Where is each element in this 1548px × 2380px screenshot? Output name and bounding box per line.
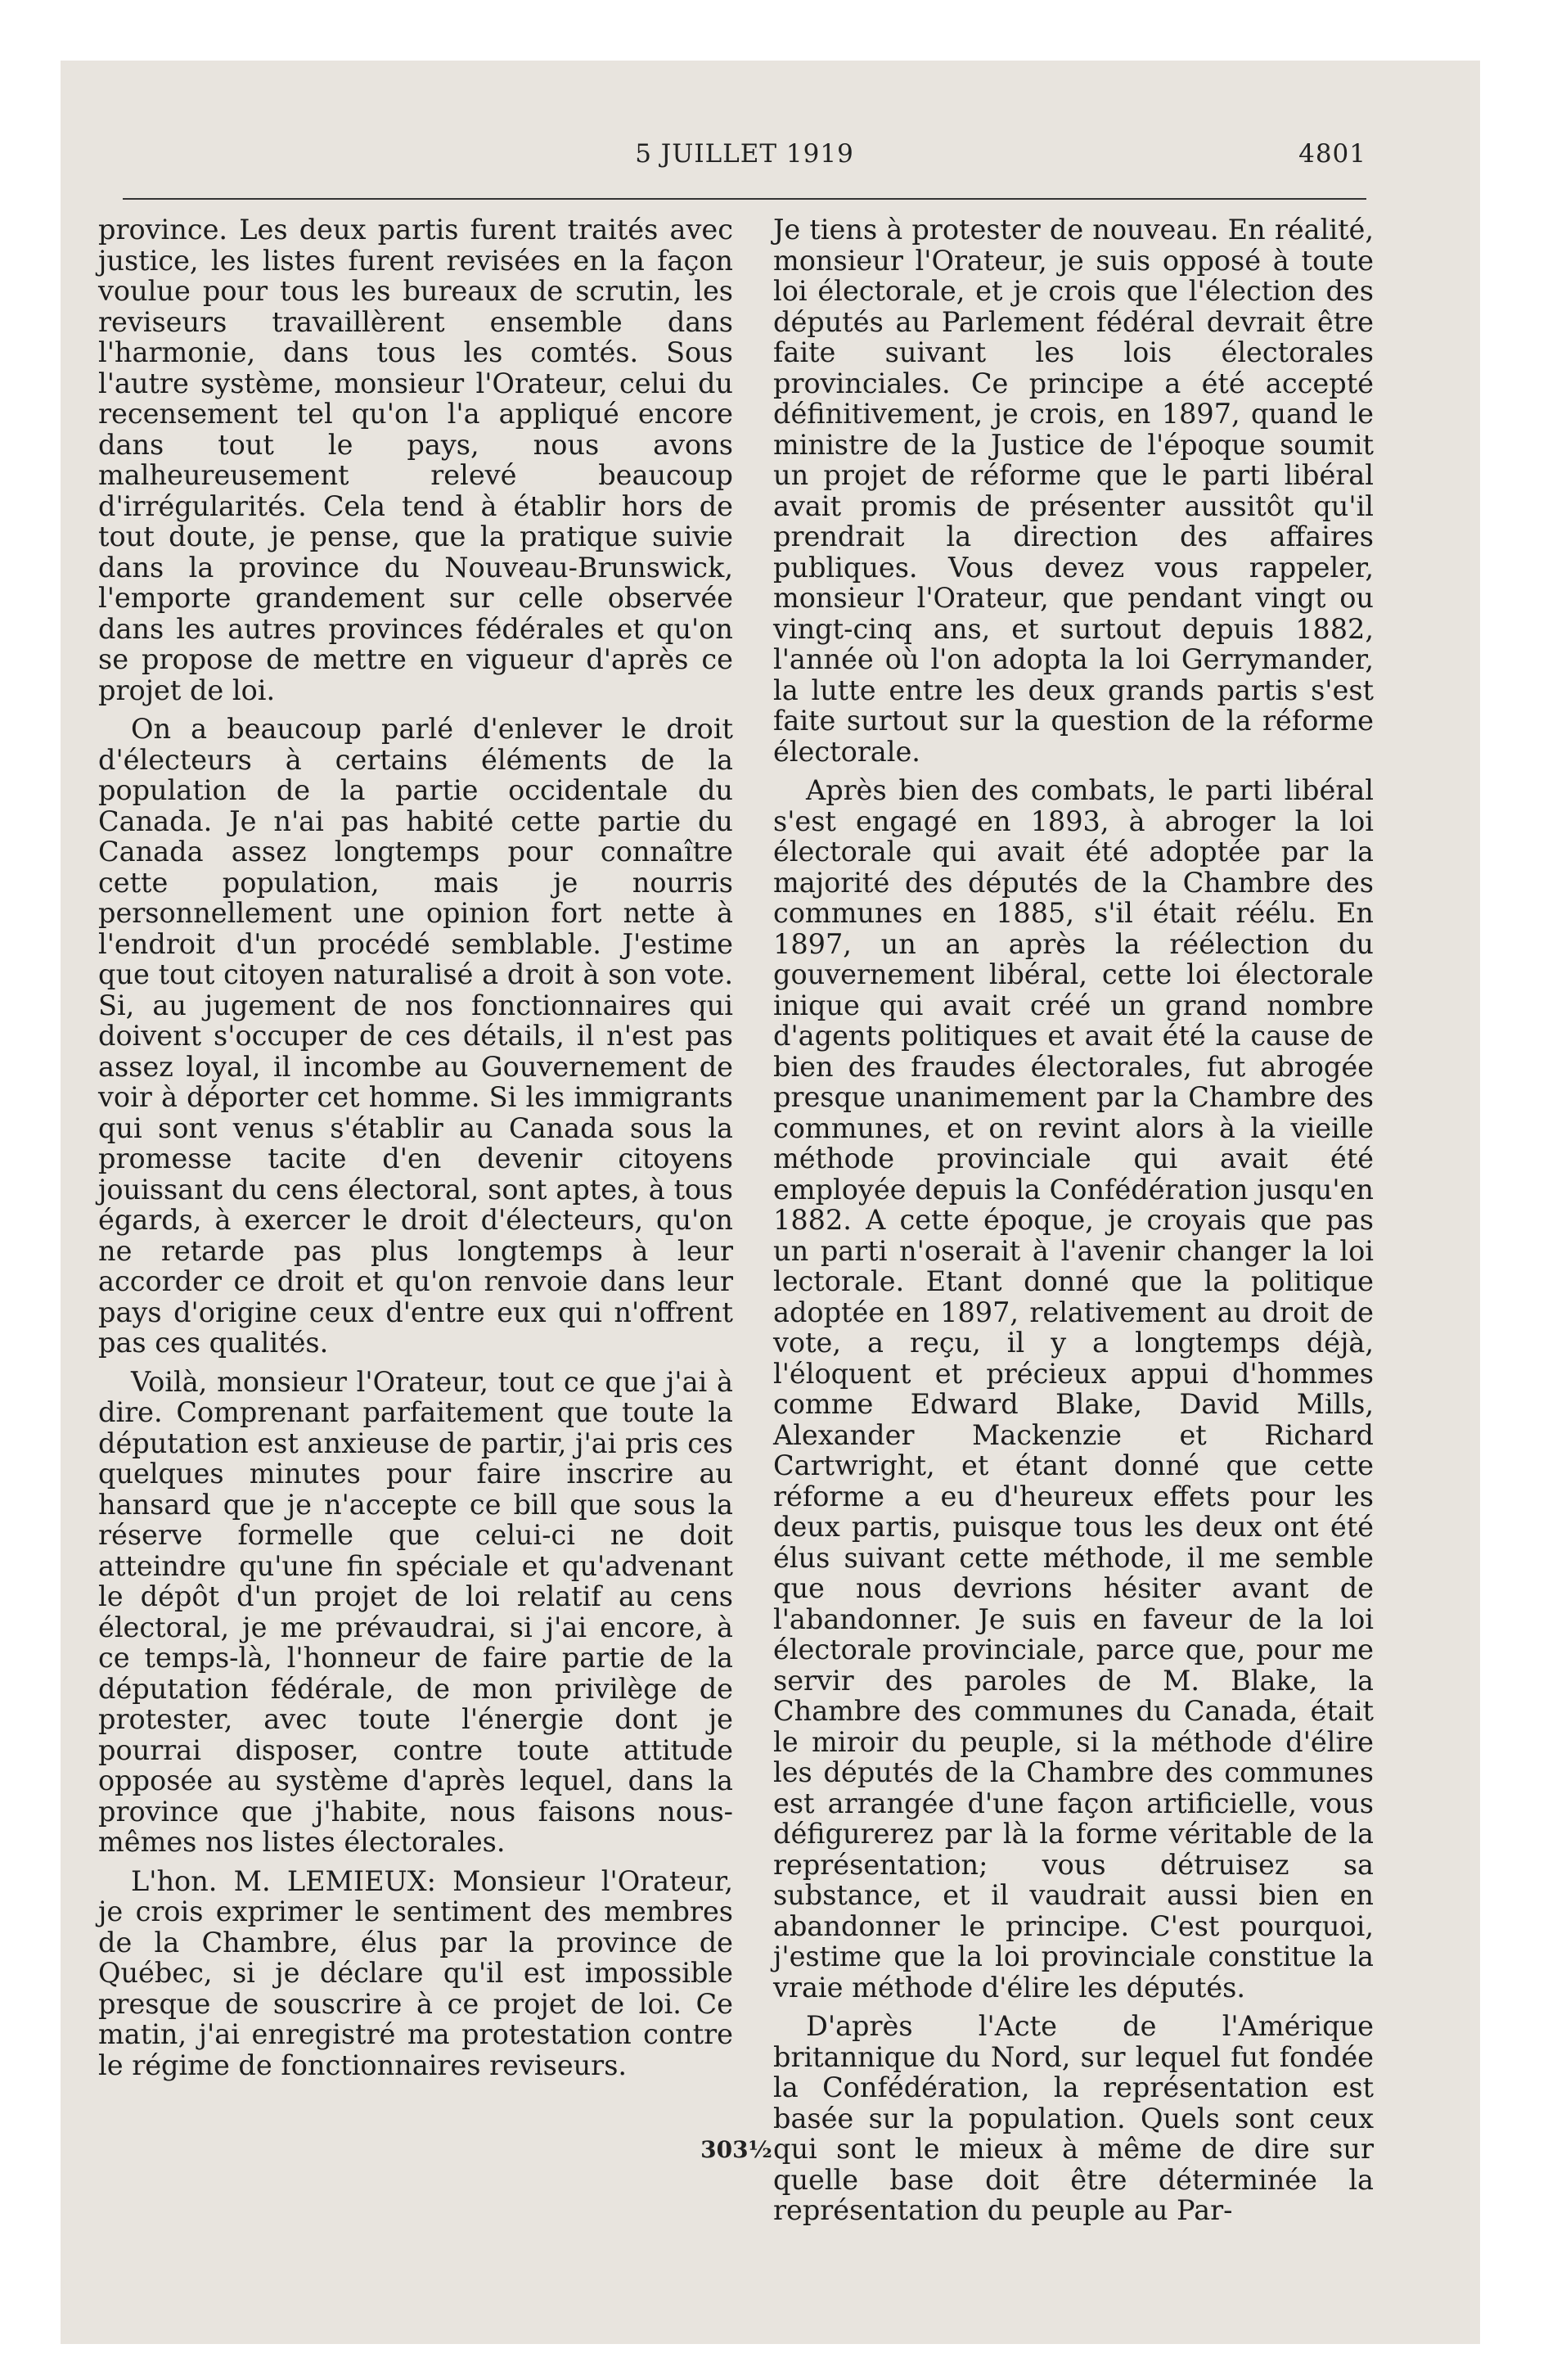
paragraph: Je tiens à protester de nouveau. En réalité, monsieur l'Orateur, je suis opposé à toute loi électorale, et je crois que l'élection des députés au Parlement fédéral devrait être faite suivant les lois électorales provinciales. Ce principe a été accepté définitivement, je crois, en 1897, quand le ministre de la Justice de l'époque soumit un projet de réforme que le parti libéral avait promis de présenter aussitôt qu'il prendrait la direction des affaires publiques. Vous devez vous rappeler, monsieur l'Orateur, que pendant vingt ou vingt-cinq ans, et surtout depuis 1882, l'année où l'on adopta la loi Gerrymander, la lutte entre les deux grands partis s'est faite surtout sur la question de la réforme électorale. (773, 214, 1374, 768)
right-column (773, 214, 1374, 2234)
paragraph: province. Les deux partis furent traités avec justice, les listes furent revisées en la façon voulue pour tous les bureaux de scrutin, les reviseurs travaillèrent ensemble dans l'harmonie, dans tous les comtés. Sous l'autre système, monsieur l'Orateur, celui du recensement tel qu'on l'a appliqué encore dans tout le pays, nous avons malheureusement relevé beaucoup d'irrégularités. Cela tend à établir hors de tout doute, je pense, que la pratique suivie dans la province du Nouveau-Brunswick, l'emporte grandement sur celle observée dans les autres provinces fédérales et qu'on se propose de mettre en vigueur d'après ce projet de loi. (98, 214, 733, 706)
paragraph: D'après l'Acte de l'Amérique britannique du Nord, sur lequel fut fondée la Confédération, la représentation est basée sur la population. Quels sont ceux qui sont le mieux à même de dire sur quelle base doit être déterminée la représentation du peuple au Par- (773, 2010, 1374, 2226)
header-date: 5 JUILLET 1919 (635, 139, 854, 169)
paragraph: On a beaucoup parlé d'enlever le droit d'électeurs à certains éléments de la population de la partie occidentale du Canada. Je n'ai pas habité cette partie du Canada assez longtemps pour connaître cette population, mais je nourris personnellement une opinion fort nette à l'endroit d'un procédé semblable. J'estime que tout citoyen naturalisé a droit à son vote. Si, au jugement de nos fonctionnaires qui doivent s'occuper de ces détails, il n'est pas assez loyal, il incombe au Gouvernement de voir à déporter cet homme. Si les immigrants qui sont venus s'établir au Canada sous la promesse tacite d'en devenir citoyens jouissant du cens électoral, sont aptes, à tous égards, à exercer le droit d'électeurs, qu'on ne retarde pas plus longtemps à leur accorder ce droit et qu'on renvoie dans leur pays d'origine ceux d'entre eux qui n'offrent pas ces qualités. (98, 713, 733, 1359)
page-number: 4801 (1298, 139, 1366, 169)
left-column (98, 214, 733, 2089)
paragraph: Après bien des combats, le parti libéral s'est engagé en 1893, à abroger la loi électorale qui avait été adoptée par la majorité des députés de la Chambre des communes en 1885, s'il était réélu. En 1897, un an après la réélection du gouvernement libéral, cette loi électorale inique qui avait créé un grand nombre d'agents politiques et avait été la cause de bien des fraudes électorales, fut abrogée presque unanimement par la Chambre des communes, et on revint alors à la vieille méthode provinciale qui avait été employée depuis la Confédération jusqu'en 1882. A cette époque, je croyais que pas un parti n'oserait à l'avenir changer la loi lectorale. Etant donné que la politique adoptée en 1897, relativement au droit de vote, a reçu, il y a longtemps déjà, l'éloquent et précieux appui d'hommes comme Edward Blake, David Mills, Alexander Mackenzie et Richard Cartwright, et étant donné que cette réforme a eu d'heureux effets pour les deux partis, puisque tous les deux ont été élus suivant cette méthode, il me semble que nous devrions hésiter avant de l'abandonner. Je suis en faveur de la loi électorale provinciale, parce que, pour me servir des paroles de M. Blake, la Chambre des communes du Canada, était le miroir du peuple, si la méthode d'élire les députés de la Chambre des communes est arrangée d'une façon artificielle, vous défigurerez par là la forme véritable de la représentation; vous détruisez sa substance, et il vaudrait aussi bien en abandonner le principe. C'est pourquoi, j'estime que la loi provinciale constitue la vraie méthode d'élire les députés. (773, 774, 1374, 2004)
sheet-number: 303½ (700, 2136, 772, 2163)
paragraph: Voilà, monsieur l'Orateur, tout ce que j'ai à dire. Comprenant parfaitement que toute la députation est anxieuse de partir, j'ai pris ces quelques minutes pour faire inscrire au hansard que je n'accepte ce bill que sous la réserve formelle que celui-ci ne doit atteindre qu'une fin spéciale et qu'advenant le dépôt d'un projet de loi relatif au cens électoral, je me prévaudrai, si j'ai encore, à ce temps-là, l'honneur de faire partie de la députation fédérale, de mon privilège de protester, avec toute l'énergie dont je pourrai disposer, contre toute attitude opposée au système d'après lequel, dans la province que j'habite, nous faisons nous-mêmes nos listes électorales. (98, 1365, 733, 1858)
page-header (123, 139, 1366, 188)
header-rule (123, 198, 1366, 200)
paragraph: L'hon. M. LEMIEUX: Monsieur l'Orateur, je crois exprimer le sentiment des membres de la Chambre, élus par la province de Québec, si je déclare qu'il est impossible presque de souscrire à ce projet de loi. Ce matin, j'ai enregistré ma protestation contre le régime de fonctionnaires reviseurs. (98, 1864, 733, 2081)
